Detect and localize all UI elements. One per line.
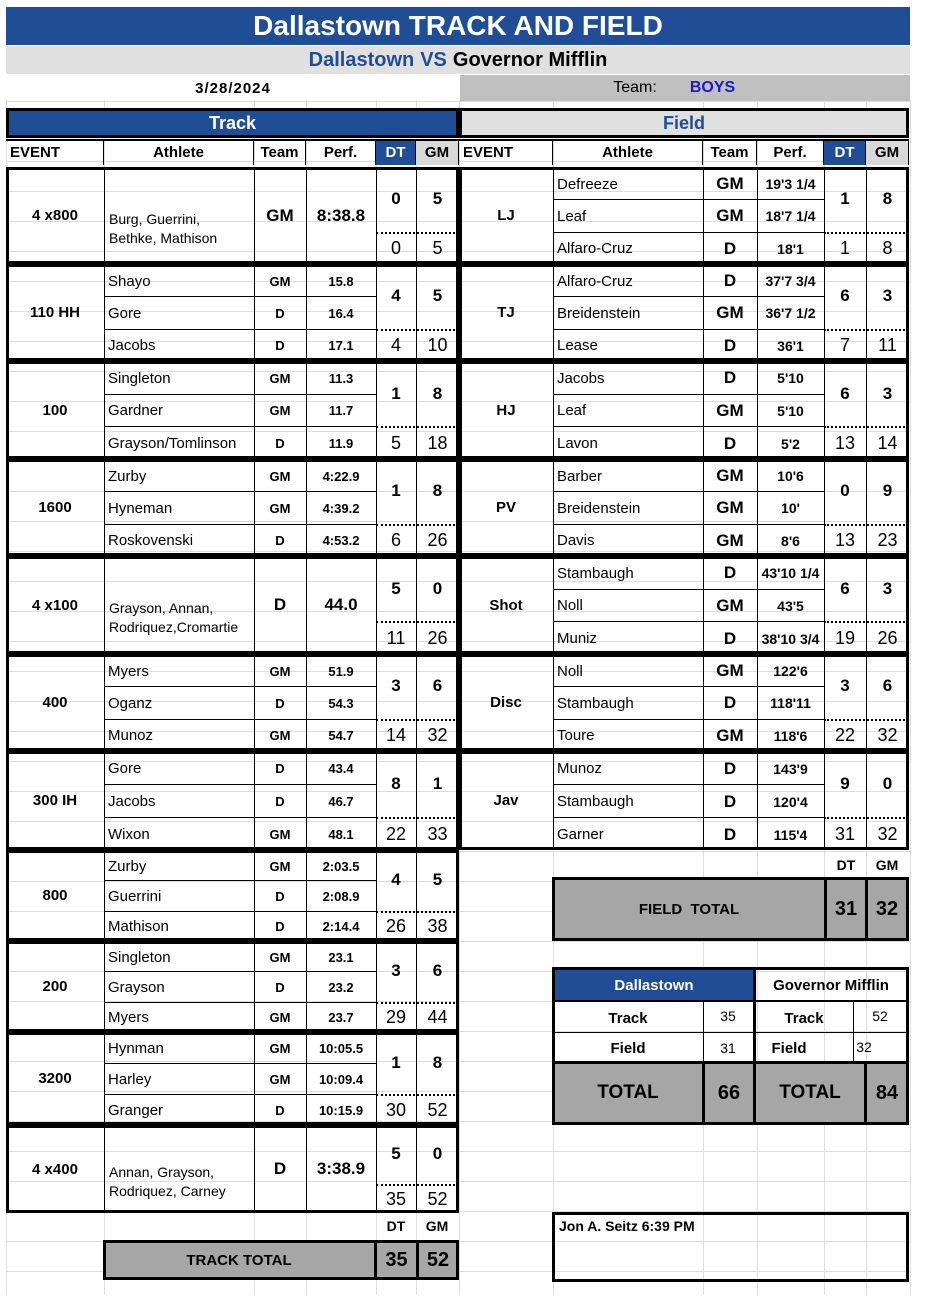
athlete-team: D (275, 436, 285, 452)
relay-athletes (109, 210, 253, 248)
athlete-perf: 118'6 (773, 727, 808, 744)
event-dt-points: 5 (391, 1144, 401, 1164)
athlete-perf: 8'6 (781, 532, 800, 549)
athlete-name: Noll (557, 662, 583, 680)
running-gm-total: 23 (877, 530, 898, 551)
athlete-team: D (275, 979, 285, 995)
athlete-perf: 18'1 (777, 240, 804, 257)
running-gm-total: 38 (427, 916, 448, 937)
running-dt-total: 5 (390, 433, 401, 454)
athlete-team: GM (269, 728, 291, 744)
athlete-perf: 23.2 (328, 979, 354, 995)
athlete-perf: 10:05.5 (318, 1041, 364, 1056)
running-dt-total: 13 (834, 530, 856, 551)
running-gm-total: 32 (427, 725, 448, 746)
event-dt-points: 0 (391, 189, 401, 209)
athlete-name: Davis (557, 532, 595, 550)
athlete-name: Gardner (108, 402, 164, 420)
relay-athletes (109, 1163, 253, 1201)
athlete-perf: 17.1 (328, 338, 354, 354)
athlete-name: Lavon (557, 435, 598, 453)
athlete-perf: 23.1 (328, 949, 354, 965)
athlete-team: D (275, 338, 285, 354)
athlete-team: D (275, 533, 285, 549)
athlete-team: D (275, 761, 285, 776)
field-total-gm: 32 (875, 897, 899, 920)
athlete-perf: 16.4 (328, 305, 354, 321)
relay-team: GM (266, 205, 294, 225)
running-gm-total: 33 (427, 824, 448, 844)
athlete-team: GM (716, 595, 744, 615)
summary-away-header: Governor Mifflin (773, 976, 889, 994)
event-gm-points: 8 (432, 1053, 443, 1072)
athlete-team: GM (716, 725, 744, 745)
athlete-perf: 2:08.9 (322, 888, 360, 904)
event-dt-points: 1 (391, 1053, 401, 1072)
athlete-team: D (723, 693, 737, 713)
event-name-1600: 1600 (38, 499, 72, 516)
athlete-name: Hyneman (108, 499, 173, 517)
relay-athletes (109, 599, 253, 637)
event-dt-points: 6 (840, 383, 850, 403)
athlete-perf: 19'3 1/4 (765, 176, 816, 193)
summary-away-total-label: TOTAL (779, 1082, 841, 1103)
event-gm-points: 9 (882, 481, 893, 501)
athlete-perf: 118'11 (770, 695, 811, 712)
athlete-team: GM (269, 500, 291, 516)
athlete-name: Singleton (108, 369, 171, 387)
field-total-dt: 31 (834, 897, 858, 920)
athlete-perf: 4:22.9 (322, 468, 360, 484)
running-gm-total: 14 (877, 433, 898, 454)
note-text: Jon A. Seitz 6:39 PM (559, 1218, 695, 1234)
athlete-perf: 48.1 (328, 827, 354, 842)
running-dt-total: 26 (385, 916, 407, 937)
running-dt-total: 4 (390, 335, 401, 356)
athlete-perf: 18'7 1/4 (765, 208, 816, 225)
relay-team: D (273, 595, 287, 614)
event-gm-points: 1 (432, 774, 443, 793)
relay-athlete-line: Annan, Grayson, (109, 1164, 215, 1180)
athlete-perf: 122'6 (773, 663, 808, 680)
athlete-name: Leaf (557, 207, 587, 225)
event-gm-points: 0 (882, 774, 893, 793)
athlete-team: D (275, 695, 285, 711)
event-gm-points: 6 (882, 676, 893, 696)
summary-away-track-label: Track (784, 1009, 824, 1027)
running-dt-total: 30 (385, 1100, 407, 1120)
track-total-label: TRACK TOTAL (186, 1251, 292, 1269)
field-total-gm-label: GM (875, 857, 899, 873)
athlete-perf: 54.7 (328, 728, 354, 744)
page-title: Dallastown TRACK AND FIELD (6, 7, 910, 45)
track-col-athlete: Athlete (104, 139, 254, 165)
event-dt-points: 1 (391, 481, 401, 501)
athlete-name: Oganz (108, 694, 153, 712)
track-total-dt: 35 (385, 1248, 408, 1271)
running-dt-total: 1 (839, 238, 850, 259)
relay-perf: 3:38.9 (316, 1159, 366, 1178)
relay-athlete-line: Grayson, Annan, (109, 600, 214, 616)
relay-athlete-line: Rodriquez,Cromartie (109, 619, 239, 635)
athlete-name: Toure (557, 727, 595, 745)
event-name-jav: Jav (493, 792, 519, 809)
event-dt-points: 1 (840, 189, 850, 209)
athlete-team: GM (269, 273, 291, 289)
event-name-4-x800: 4 x800 (32, 207, 78, 224)
summary-home-field-label: Field (610, 1039, 646, 1057)
athlete-name: Myers (108, 1009, 149, 1027)
athlete-perf: 120'4 (773, 793, 808, 810)
summary-home-track-label: Track (608, 1009, 648, 1027)
event-name-300-ih: 300 IH (32, 792, 78, 809)
event-gm-points: 0 (432, 578, 443, 598)
running-dt-total: 22 (385, 824, 407, 844)
relay-perf: 8:38.8 (316, 205, 366, 225)
running-gm-total: 18 (427, 433, 448, 454)
event-name-200: 200 (42, 978, 68, 995)
home-team-name: Dallastown (308, 48, 415, 71)
athlete-team: D (275, 305, 285, 321)
event-dt-points: 8 (391, 774, 401, 793)
athlete-perf: 11.7 (328, 403, 354, 419)
event-gm-points: 8 (882, 189, 893, 209)
relay-perf: 44.0 (324, 595, 358, 614)
track-total-dt-label: DT (386, 1218, 406, 1234)
athlete-name: Noll (557, 597, 583, 615)
field-col-team: Team (703, 139, 757, 165)
running-dt-total: 13 (834, 433, 856, 454)
running-dt-total: 14 (385, 725, 407, 746)
running-dt-total: 35 (385, 1188, 407, 1209)
athlete-perf: 43.4 (328, 761, 354, 776)
running-gm-total: 44 (427, 1007, 448, 1028)
meet-date: 3/28/2024 (195, 79, 271, 97)
athlete-team: GM (716, 498, 744, 518)
athlete-name: Jacobs (108, 337, 156, 355)
athlete-team: D (723, 791, 737, 811)
event-name-800: 800 (42, 887, 68, 904)
athlete-name: Leaf (557, 402, 587, 420)
relay-team: D (273, 1159, 287, 1178)
running-gm-total: 10 (427, 335, 448, 356)
event-name-100: 100 (42, 401, 68, 419)
event-dt-points: 4 (391, 286, 401, 306)
event-gm-points: 5 (432, 286, 443, 306)
athlete-team: GM (716, 174, 744, 194)
athlete-team: GM (269, 1072, 291, 1087)
athlete-team: GM (716, 661, 744, 681)
field-col-perf: Perf. (757, 139, 824, 165)
athlete-name: Stambaugh (557, 564, 634, 582)
athlete-perf: 10:15.9 (318, 1103, 364, 1118)
running-dt-total: 19 (834, 628, 856, 649)
event-gm-points: 8 (432, 383, 443, 403)
athlete-team: D (723, 368, 737, 388)
running-gm-total: 26 (427, 628, 448, 649)
track-total-gm: 52 (426, 1248, 450, 1271)
athlete-team: GM (269, 858, 291, 874)
relay-athlete-line: Bethke, Mathison (109, 229, 218, 246)
field-total-label: FIELD TOTAL (638, 900, 740, 918)
track-col-event: EVENT (6, 139, 104, 165)
track-section-header: Track (6, 108, 459, 138)
athlete-perf: 2:14.4 (322, 919, 360, 935)
event-dt-points: 5 (391, 578, 401, 598)
athlete-name: Muniz (557, 630, 598, 648)
running-gm-total: 52 (427, 1100, 448, 1120)
field-section-header: Field (459, 108, 909, 138)
athlete-team: D (723, 563, 737, 583)
track-total-gm-label: GM (425, 1218, 449, 1234)
summary-home-track: 35 (720, 1008, 736, 1024)
event-gm-points: 8 (432, 481, 443, 501)
athlete-perf: 4:53.2 (322, 533, 360, 549)
athlete-team: D (723, 628, 737, 648)
athlete-perf: 115'4 (773, 826, 808, 843)
event-dt-points: 3 (840, 676, 850, 696)
athlete-perf: 143'9 (773, 760, 808, 777)
athlete-team: GM (269, 663, 291, 679)
field-col-dt: DT (824, 139, 866, 165)
athlete-name: Jacobs (557, 369, 605, 387)
field-col-gm: GM (866, 139, 909, 165)
event-gm-points: 6 (432, 676, 443, 696)
event-name-400: 400 (42, 694, 68, 711)
running-gm-total: 26 (877, 628, 898, 649)
athlete-team: GM (269, 403, 291, 419)
athlete-team: D (723, 238, 737, 258)
athlete-name: Stambaugh (557, 793, 634, 810)
athlete-name: Garner (557, 826, 604, 843)
athlete-team: D (723, 758, 737, 778)
event-gm-points: 5 (432, 870, 443, 890)
event-gm-points: 0 (432, 1144, 443, 1164)
athlete-team: D (275, 919, 285, 935)
event-gm-points: 3 (882, 286, 893, 306)
event-name-disc: Disc (490, 694, 522, 711)
athlete-perf: 10'6 (777, 468, 804, 485)
running-dt-total: 22 (834, 725, 856, 746)
athlete-team: D (723, 824, 737, 844)
athlete-perf: 36'7 1/2 (765, 305, 816, 322)
summary-away-total: 84 (875, 1081, 899, 1104)
athlete-perf: 5'10 (777, 370, 804, 387)
running-dt-total: 31 (834, 824, 856, 844)
event-dt-points: 4 (391, 870, 401, 890)
athlete-name: Myers (108, 662, 149, 680)
relay-athlete-line: Burg, Guerrini, (109, 210, 201, 227)
matchup-banner (6, 46, 910, 74)
athlete-name: Roskovenski (108, 532, 194, 550)
athlete-perf: 43'5 (777, 597, 804, 614)
running-dt-total: 11 (386, 628, 406, 649)
running-gm-total: 32 (877, 725, 898, 746)
athlete-team: GM (269, 827, 291, 842)
running-gm-total: 8 (882, 238, 893, 259)
athlete-team: GM (716, 530, 744, 550)
event-name-shot: Shot (489, 596, 523, 614)
summary-home-field: 31 (720, 1040, 736, 1056)
event-dt-points: 3 (391, 961, 401, 981)
athlete-name: Munoz (557, 760, 603, 777)
event-dt-points: 1 (391, 383, 401, 403)
athlete-perf: 4:39.2 (322, 500, 360, 516)
athlete-perf: 37'7 3/4 (765, 273, 816, 290)
athlete-name: Gore (108, 760, 142, 777)
relay-athlete-line: Rodriquez, Carney (109, 1183, 226, 1199)
field-col-athlete: Athlete (553, 139, 703, 165)
team-label: Team: (613, 79, 657, 96)
athlete-name: Lease (557, 337, 598, 355)
athlete-name: Alfaro-Cruz (557, 240, 633, 258)
athlete-name: Gore (108, 304, 142, 322)
athlete-perf: 46.7 (328, 794, 354, 809)
athlete-name: Jacobs (108, 793, 156, 810)
athlete-team: D (723, 433, 737, 453)
event-dt-points: 9 (840, 774, 850, 793)
athlete-team: GM (716, 206, 744, 226)
track-col-gm: GM (416, 139, 459, 165)
athlete-perf: 2:03.5 (322, 858, 360, 874)
event-name-tj: TJ (497, 304, 515, 321)
running-dt-total: 6 (390, 530, 401, 551)
athlete-team: GM (269, 1041, 291, 1056)
athlete-perf: 10' (781, 500, 800, 517)
athlete-name: Breidenstein (557, 499, 641, 517)
athlete-perf: 15.8 (328, 273, 354, 289)
field-total-dt-label: DT (836, 857, 856, 873)
athlete-perf: 11.9 (328, 436, 354, 452)
athlete-team: D (275, 794, 285, 809)
athlete-perf: 38'10 3/4 (761, 630, 820, 647)
athlete-perf: 36'1 (777, 337, 804, 354)
athlete-team: D (275, 1103, 285, 1118)
athlete-perf: 10:09.4 (318, 1072, 364, 1087)
event-name-lj: LJ (497, 207, 515, 224)
athlete-name: Barber (557, 467, 603, 485)
athlete-name: Alfaro-Cruz (557, 272, 633, 290)
athlete-team: D (275, 888, 285, 904)
running-gm-total: 11 (878, 335, 897, 356)
summary-away-track: 52 (872, 1008, 888, 1024)
athlete-name: Grayson/Tomlinson (108, 435, 237, 453)
athlete-perf: 5'10 (777, 402, 804, 419)
athlete-name: Zurby (108, 857, 147, 875)
summary-away-field-label: Field (771, 1039, 807, 1057)
running-gm-total: 52 (427, 1188, 448, 1209)
event-gm-points: 3 (882, 578, 893, 598)
event-gm-points: 5 (432, 189, 443, 209)
athlete-name: Granger (108, 1102, 164, 1119)
event-name-pv: PV (495, 499, 516, 516)
athlete-perf: 5'2 (781, 435, 800, 452)
athlete-team: D (723, 335, 737, 355)
athlete-perf: 54.3 (328, 695, 354, 711)
athlete-team: GM (269, 468, 291, 484)
event-dt-points: 3 (391, 676, 401, 696)
athlete-perf: 51.9 (328, 663, 354, 679)
running-gm-total: 26 (427, 530, 448, 551)
athlete-name: Hynman (108, 1040, 164, 1057)
summary-home-total-label: TOTAL (597, 1082, 659, 1103)
away-team-name: Governor Mifflin (452, 48, 608, 71)
athlete-name: Zurby (108, 467, 147, 485)
track-col-dt: DT (376, 139, 416, 165)
running-dt-total: 7 (839, 335, 850, 356)
athlete-perf: 43'10 1/4 (761, 565, 820, 582)
athlete-team: GM (716, 400, 744, 420)
athlete-name: Munoz (108, 727, 154, 745)
track-col-team: Team (254, 139, 306, 165)
event-name-4-x100: 4 x100 (32, 596, 78, 614)
event-dt-points: 6 (840, 286, 850, 306)
athlete-team: GM (269, 949, 291, 965)
event-name-4-x400: 4 x400 (32, 1160, 78, 1178)
event-dt-points: 0 (840, 481, 850, 501)
athlete-perf: 11.3 (328, 370, 354, 386)
athlete-team: GM (269, 370, 291, 386)
athlete-name: Harley (108, 1071, 152, 1088)
athlete-name: Stambaugh (557, 694, 634, 712)
summary-home-total: 66 (717, 1081, 741, 1104)
event-name-110-hh: 110 HH (29, 304, 81, 321)
athlete-name: Defreeze (557, 175, 618, 193)
vs-label: VS (420, 48, 447, 71)
summary-away-field: 32 (856, 1039, 872, 1055)
field-col-event: EVENT (459, 139, 553, 165)
athlete-team: D (723, 271, 737, 291)
event-gm-points: 6 (432, 961, 443, 981)
summary-home-header: Dallastown (555, 970, 753, 1000)
athlete-name: Mathison (108, 918, 169, 936)
athlete-name: Wixon (108, 826, 150, 843)
athlete-perf: 23.7 (328, 1010, 354, 1026)
event-dt-points: 6 (840, 578, 850, 598)
athlete-team: GM (716, 303, 744, 323)
athlete-team: GM (269, 1010, 291, 1026)
athlete-name: Singleton (108, 948, 171, 966)
running-gm-total: 5 (432, 238, 443, 259)
athlete-team: GM (716, 466, 744, 486)
running-dt-total: 0 (390, 238, 401, 259)
event-name-hj: HJ (496, 401, 516, 419)
event-gm-points: 3 (882, 383, 893, 403)
athlete-name: Shayo (108, 272, 151, 290)
running-gm-total: 32 (877, 824, 898, 844)
athlete-name: Guerrini (108, 887, 162, 905)
track-col-perf: Perf. (306, 139, 376, 165)
team-value: BOYS (689, 79, 736, 96)
event-name-3200: 3200 (38, 1070, 72, 1087)
athlete-name: Grayson (108, 978, 165, 996)
running-dt-total: 29 (385, 1007, 407, 1028)
athlete-name: Breidenstein (557, 304, 641, 322)
